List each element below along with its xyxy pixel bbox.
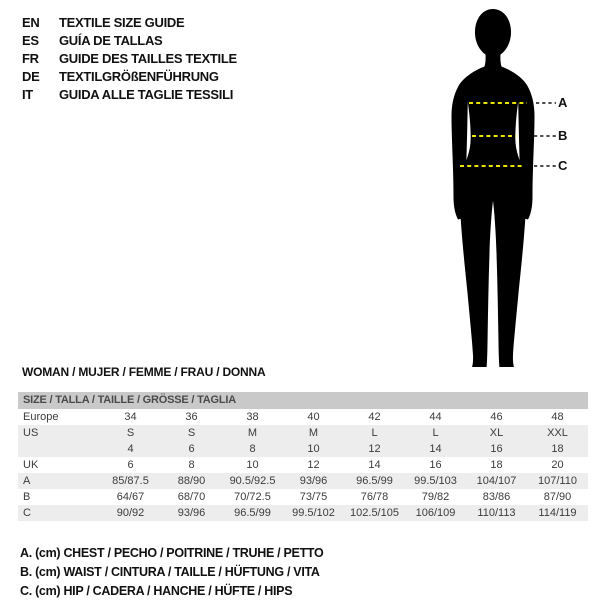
measurement-legend [20,544,323,600]
size-cell: 110/113 [477,507,516,519]
lang-code: FR [22,50,39,66]
size-cell: 14 [368,459,381,471]
table-row-waist [18,489,588,505]
size-cell: 106/109 [415,507,456,519]
measurement-figure [425,5,565,367]
size-cell: 83/86 [482,491,511,503]
lang-code: IT [22,86,33,102]
size-cell: 99.5/103 [414,475,457,487]
table-row-europe [18,409,588,425]
size-cell: 18 [490,459,503,471]
table-row-uk [18,457,588,473]
lang-row-it [22,85,237,103]
row-label: US [23,427,39,439]
size-table-header: SIZE / TALLA / TAILLE / GRÖSSE / TAGLIA [18,392,588,409]
size-cell: 70/72.5 [234,491,271,503]
row-label: Europe [23,411,59,423]
size-cell: 90/92 [116,507,145,519]
lang-title: GUIDE DES TAILLES TEXTILE [59,50,237,66]
size-cell: 16 [490,443,503,455]
size-cell: 114/119 [538,507,577,519]
size-cell: 64/67 [116,491,145,503]
size-cell: 34 [124,411,137,423]
size-cell: 38 [246,411,259,423]
marker-label-waist: B [558,128,568,143]
size-cell: M [308,427,319,439]
language-title-list [22,13,237,103]
size-cell: 12 [368,443,381,455]
size-cell: 99.5/102 [292,507,335,519]
row-label [18,441,100,457]
size-cell: 10 [307,443,320,455]
size-cell: M [247,427,258,439]
lang-title: GUÍA DE TALLAS [59,32,163,48]
size-cell: 20 [551,459,564,471]
size-cell: 10 [246,459,259,471]
woman-silhouette-icon [425,5,565,367]
size-cell: 93/96 [177,507,206,519]
size-cell: 48 [551,411,564,423]
size-cell: 73/75 [299,491,328,503]
lang-title: GUIDA ALLE TAGLIE TESSILI [59,86,234,102]
row-label: UK [23,459,39,471]
legend-waist: B. (cm) WAIST / CINTURA / TAILLE / HÜFTUNG / VITA [20,565,320,579]
size-cell: 6 [188,443,195,455]
size-cell: 96.5/99 [234,507,271,519]
marker-label-chest: A [558,95,568,110]
size-cell: 42 [368,411,381,423]
size-cell: 46 [490,411,503,423]
marker-label-hip: C [558,158,568,173]
table-row-us [18,425,588,457]
size-cell: XL [489,427,504,439]
size-cell: S [126,427,135,439]
size-cell: 6 [127,459,134,471]
lang-title: TEXTILGRÖßENFÜHRUNG [59,68,219,84]
size-cell: 107/110 [538,475,577,487]
lang-code: EN [22,14,40,30]
row-label: B [23,491,31,503]
table-title: WOMAN / MUJER / FEMME / FRAU / DONNA [22,365,266,379]
size-table [18,392,588,521]
size-cell: L [371,427,378,439]
lang-row-en [22,13,237,31]
size-cell: 18 [551,443,564,455]
size-cell: 40 [307,411,320,423]
size-cell: 87/90 [543,491,572,503]
lang-code: ES [22,32,39,48]
size-cell: 96.5/99 [356,475,393,487]
size-cell: 36 [185,411,198,423]
size-cell: S [187,427,196,439]
size-cell: 4 [127,443,134,455]
size-cell: 12 [307,459,320,471]
lang-row-de [22,67,237,85]
table-row-us-letters [18,425,588,441]
size-cell: 44 [429,411,442,423]
row-label: C [23,507,31,519]
table-row-hip [18,505,588,521]
table-row-chest [18,473,588,489]
lang-row-fr [22,49,237,67]
size-cell: 79/82 [421,491,450,503]
size-cell: 93/96 [299,475,328,487]
legend-chest: A. (cm) CHEST / PECHO / POITRINE / TRUHE / PETTO [20,546,324,560]
lang-code: DE [22,68,40,84]
size-cell: XXL [547,427,568,439]
size-cell: 90.5/92.5 [229,475,276,487]
size-cell: 76/78 [360,491,389,503]
size-cell: 85/87.5 [112,475,149,487]
table-row-us-numbers [18,441,588,457]
woman-silhouette-shape [452,9,535,367]
size-cell: 88/90 [177,475,206,487]
size-cell: 102.5/105 [350,507,399,519]
lang-title: TEXTILE SIZE GUIDE [59,14,185,30]
size-cell: L [432,427,439,439]
lang-row-es [22,31,237,49]
row-label: A [23,475,31,487]
legend-hip: C. (cm) HIP / CADERA / HANCHE / HÜFTE / HIPS [20,584,293,598]
size-cell: 16 [429,459,442,471]
size-cell: 14 [429,443,442,455]
size-cell: 8 [249,443,256,455]
size-cell: 8 [188,459,195,471]
size-cell: 104/107 [476,475,517,487]
size-cell: 68/70 [177,491,206,503]
